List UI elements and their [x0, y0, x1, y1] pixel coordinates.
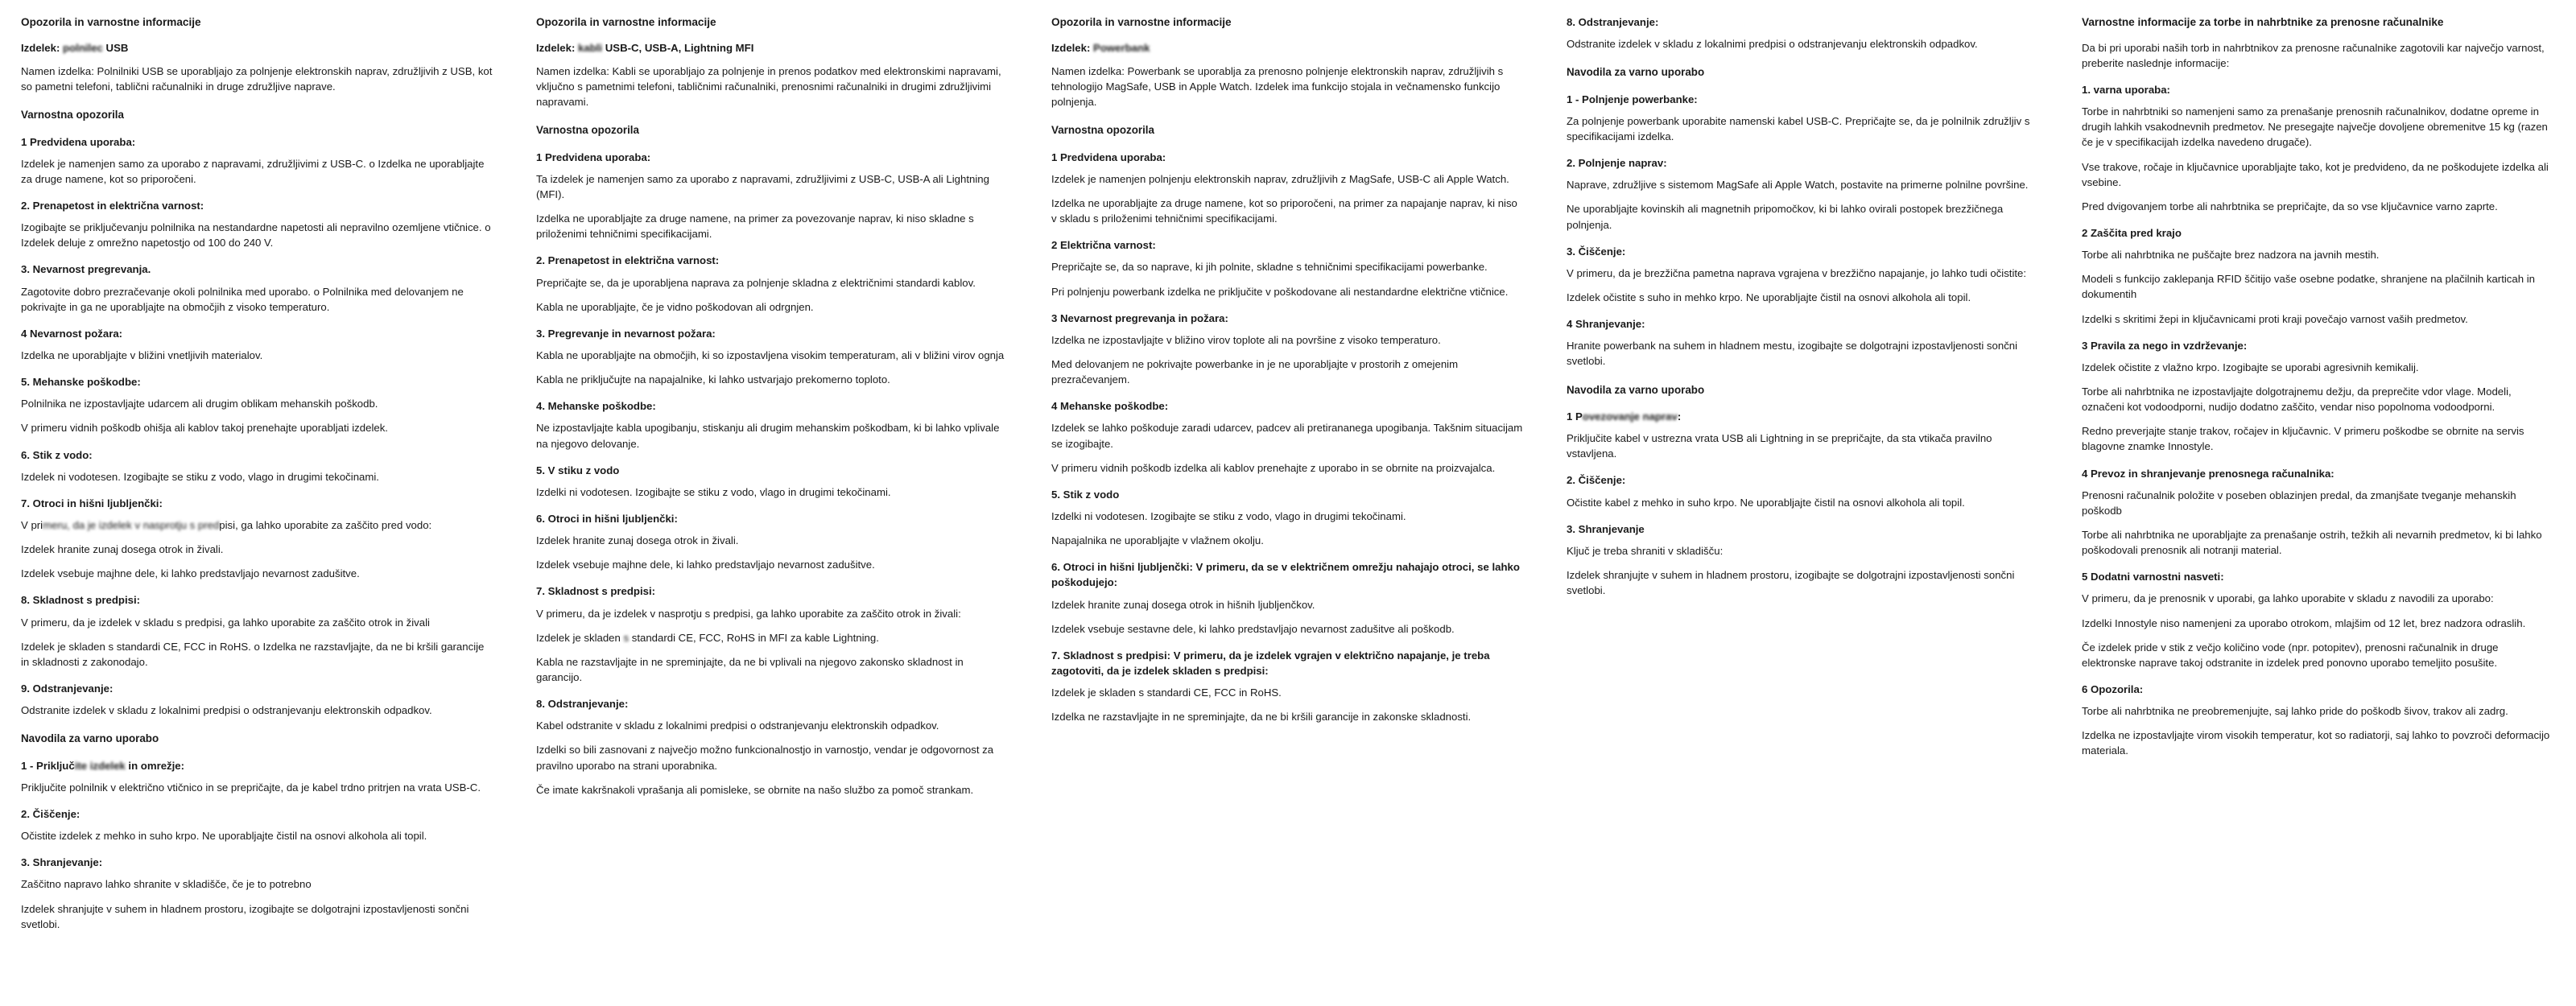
item-text: Kabel odstranite v skladu z lokalnimi predpisi o odstranjevanju elektronskih odpadkov.	[536, 719, 939, 732]
column-powerbank-continued	[1546, 14, 2061, 607]
item-text: Modeli s funkcijo zaklepanja RFID ščitijo vaše osebne podatke, shranjene na plačilnih karticah in dokumentih	[2082, 273, 2535, 301]
page-title: Opozorila in varnostne informacije	[21, 16, 201, 28]
item-heading: 1 - Polnjenje powerbanke:	[1567, 93, 1698, 105]
item-text: Vse trakove, ročaje in ključavnice uporabljajte tako, kot je predvideno, da ne poškodujete izdelka ali vsebine.	[2082, 160, 2549, 188]
item-text: Izdelek vsebuje sestavne dele, ki lahko predstavljajo nevarnost zadušitve ali poškodb.	[1051, 622, 1455, 635]
item-text: Priključite polnilnik v električno vtičnico in se prepričajte, da je kabel trdno pritrjen na vrata USB-C.	[21, 781, 481, 794]
item-text: Izdelka ne izpostavljajte virom visokih temperatur, kot so radiatorji, saj lahko to povzroči deformacijo materiala.	[2082, 729, 2550, 757]
item-text: Prepričajte se, da so naprave, ki jih polnite, skladne s tehničnimi specifikacijami powerbanke.	[1051, 261, 1488, 274]
item-heading: 3. Pregrevanje in nevarnost požara:	[536, 327, 716, 340]
item-heading: 9. Odstranjevanje:	[21, 682, 114, 695]
item-heading: 1. varna uporaba:	[2082, 83, 2170, 96]
item-heading: 6. Otroci in hišni ljubljenčki: V primeru, da se v električnem omrežju nahajajo otroci, se lahko poškodujejo:	[1051, 561, 1520, 589]
item-text: Pri polnjenju powerbank izdelka ne priključite v poškodovane ali nestandardne električne vtičnice.	[1051, 285, 1509, 298]
footer-note: Izdelki so bili zasnovani z največjo možno funkcionalnostjo in varnostjo, vendar je odgovornost za pravilno uporabo na strani uporabnika.	[536, 744, 994, 772]
item-text: Izdelek je namenjen polnjenju elektronskih naprav, združljivih z MagSafe, USB-C ali Apple Watch.	[1051, 172, 1509, 185]
item-text: Če izdelek pride v stik z večjo količino vode (npr. potopitev), prenosni računalnik in druge elektronske naprave takoj odstranite in izdelek pred ponovno uporabo temeljito posušite.	[2082, 641, 2499, 669]
page-title: Opozorila in varnostne informacije	[1051, 16, 1232, 28]
item-heading-redacted: 1 - Priključite izdelek in omrežje:	[21, 759, 185, 772]
item-heading: 7. Otroci in hišni ljubljenčki:	[21, 497, 163, 509]
item-text: Izdelki ni vodotesen. Izogibajte se stiku z vodo, vlago in drugimi tekočinami.	[1051, 509, 1406, 522]
item-heading: 7. Skladnost s predpisi: V primeru, da je izdelek vgrajen v električno napajanje, je treba zagotoviti, da je izdelek skladen s predpisi:	[1051, 649, 1490, 677]
page-title: Opozorila in varnostne informacije	[536, 16, 716, 28]
item-heading: 4 Mehanske poškodbe:	[1051, 400, 1169, 413]
item-text: Izdelek hranite zunaj dosega otrok in živali.	[536, 534, 739, 547]
item-heading: 4 Shranjevanje:	[1567, 318, 1645, 331]
item-heading: 5 Dodatni varnostni nasveti:	[2082, 571, 2224, 583]
item-text: Izdelka ne uporabljajte za druge namene, kot so priporočeni, na primer za napajanje naprav, ki niso v skladu s priloženimi tehničnimi specifikacijami.	[1051, 196, 1517, 225]
item-heading: 1 Predvidena uporaba:	[1051, 150, 1166, 163]
item-text: Izdelek očistite z vlažno krpo. Izogibajte se uporabi agresivnih kemikalij.	[2082, 361, 2419, 373]
item-text: V primeru vidnih poškodb izdelka ali kablov prenehajte z uporabo in se obrnite na proizvajalca.	[1051, 461, 1496, 474]
item-text: Kabla ne priključujte na napajalnike, ki lahko ustvarjajo prekomerno toploto.	[536, 373, 890, 386]
product-label-redacted: Powerbank	[1093, 41, 1150, 54]
item-text: Izdelki ni vodotesen. Izogibajte se stiku z vodo, vlago in drugimi tekočinami.	[536, 485, 891, 498]
item-text: Priključite kabel v ustrezna vrata USB ali Lightning in se prepričajte, da sta vtikača pravilno vstavljena.	[1567, 432, 1992, 460]
item-text: Polnilnika ne izpostavljajte udarcem ali drugim oblikam mehanskih poškodb.	[21, 398, 378, 410]
item-heading: 4. Mehanske poškodbe:	[536, 400, 656, 413]
item-text: Izdelek je skladen s standardi CE, FCC in RoHS. o Izdelka ne razstavljajte, da ne bi kršili garancije in skladnosti z zakonodajo.	[21, 640, 485, 668]
product-purpose: Namen izdelka: Kabli se uporabljajo za polnjenje in prenos podatkov med elektronskimi napravami, vključno s pametnimi telefoni, tabličnimi računalniki, prenosnimi računalniki in drugimi združljivimi napravami.	[536, 64, 1001, 109]
item-heading: 3 Nevarnost pregrevanja in požara:	[1051, 311, 1228, 324]
item-text: Izdelek vsebuje majhne dele, ki lahko predstavljajo nevarnost zadušitve.	[536, 559, 875, 571]
item-text: Torbe ali nahrbtnika ne uporabljajte za prenašanje ostrih, težkih ali nevarnih predmetov, ki bi lahko poškodovali prenosnik ali notranji material.	[2082, 528, 2542, 557]
product-label: Izdelek: polnilec USB	[21, 40, 494, 56]
page-title: Varnostne informacije za torbe in nahrbtnike za prenosne računalnike	[2082, 16, 2444, 28]
intro-text: Da bi pri uporabi naših torb in nahrbtnikov za prenosne računalnike zagotovili kar največjo varnost, preberite naslednje informacije:	[2082, 41, 2545, 69]
item-heading: 3 Pravila za nego in vzdrževanje:	[2082, 339, 2248, 352]
item-text: Hranite powerbank na suhem in hladnem mestu, izogibajte se dolgotrajni izpostavljenosti sončni svetlobi.	[1567, 340, 2018, 368]
column-usb-charger	[0, 14, 515, 941]
item-heading: 1 Predvidena uporaba:	[21, 135, 136, 148]
item-text: V primeru, da je izdelek v skladu s predpisi, ga lahko uporabite za zaščito otrok in živali	[21, 616, 430, 629]
section-heading-warnings: Varnostna opozorila	[21, 109, 124, 122]
item-heading: 5. V stiku z vodo	[536, 464, 620, 476]
item-heading: 4 Prevoz in shranjevanje prenosnega računalnika:	[2082, 467, 2334, 480]
item-text: Za polnjenje powerbank uporabite namenski kabel USB-C. Prepričajte se, da je polnilnik združljiv s specifikacijami izdelka.	[1567, 114, 2030, 142]
item-heading: 3. Čiščenje:	[1567, 245, 1626, 258]
item-heading: 5. Stik z vodo	[1051, 488, 1120, 501]
item-text: Izdelek se lahko poškoduje zaradi udarcev, padcev ali pretirananega upogibanja. Takšnim situacijam se izogibajte.	[1051, 422, 1523, 450]
item-heading-redacted: 1 Povezovanje naprav:	[1567, 410, 1682, 423]
item-text-redacted: V primeru, da je izdelek v nasprotju s predpisi, ga lahko uporabite za zaščito pred vodo:	[21, 518, 432, 531]
item-text: Zagotovite dobro prezračevanje okoli polnilnika med uporabo. o Polnilnika med delovanjem ne pokrivajte in ga ne uporabljajte na območjih z visoko temperaturo.	[21, 285, 464, 313]
item-heading: 2 Električna varnost:	[1051, 239, 1156, 252]
column-bags	[2061, 14, 2576, 767]
product-label-redacted: kabli	[578, 41, 603, 54]
item-text: V primeru, da je brezžična pametna naprava vgrajena v brezžično napajanje, jo lahko tudi očistite:	[1567, 266, 2027, 279]
item-text: Torbe in nahrbtniki so namenjeni samo za prenašanje prenosnih računalnikov, dodatne opreme in drugih lahkih vsakodnevnih predmetov. Ne presegajte največje dovoljene obremenitve 15 kg (razen če je v specifikacijah izdelka navedeno drugače).	[2082, 105, 2548, 149]
item-text: Ne izpostavljajte kabla upogibanju, stiskanju ali drugim mehanskim poškodbam, ki bi lahko vplivale na njegovo delovanje.	[536, 422, 1000, 450]
product-purpose: Namen izdelka: Polnilniki USB se uporabljajo za polnjenje elektronskih naprav, združljivih z USB, kot so pametni telefoni, tablični računalniki in druge združljive naprave.	[21, 64, 493, 93]
item-text: Odstranite izdelek v skladu z lokalnimi predpisi o odstranjevanju elektronskih odpadkov.	[21, 704, 432, 717]
item-text: Torbe ali nahrbtnika ne preobremenjujte, saj lahko pride do poškodb šivov, trakov ali zadrg.	[2082, 705, 2508, 718]
product-label: Izdelek: kabli USB-C, USB-A, Lightning MFI	[536, 40, 1009, 56]
section-heading-warnings: Varnostna opozorila	[536, 124, 639, 137]
item-text: Torbe ali nahrbtnika ne izpostavljajte dolgotrajnemu dežju, da preprečite vdor vlage. Modeli, označeni kot vodoodporni, nudijo dodatno zaščito, vendar niso popolnoma vodoodporni.	[2082, 385, 2512, 414]
item-text: Torbe ali nahrbtnika ne puščajte brez nadzora na javnih mestih.	[2082, 249, 2380, 262]
item-heading: 5. Mehanske poškodbe:	[21, 376, 141, 389]
item-text: Izdelek očistite s suho in mehko krpo. Ne uporabljajte čistil na osnovi alkohola ali topil.	[1567, 291, 1971, 303]
item-text: Izdelka ne uporabljajte v bližini vnetljivih materialov.	[21, 348, 263, 361]
item-text: V primeru, da je izdelek v nasprotju s predpisi, ga lahko uporabite za zaščito otrok in živali:	[536, 607, 961, 620]
item-text: Izdelek shranjujte v suhem in hladnem prostoru, izogibajte se dolgotrajni izpostavljenosti sončni svetlobi.	[21, 902, 469, 930]
item-text: Ta izdelek je namenjen samo za uporabo z napravami, združljivimi z USB-C, USB-A ali Lightning (MFI).	[536, 172, 989, 200]
footer-note: Če imate kakršnakoli vprašanja ali pomisleke, se obrnite na našo službo za pomoč strankam.	[536, 783, 974, 796]
item-heading: 6 Opozorila:	[2082, 682, 2144, 695]
item-heading: 2. Čiščenje:	[21, 807, 80, 820]
section-heading-usage-2: Navodila za varno uporabo	[1567, 383, 1705, 396]
item-heading: 2. Prenapetost in električna varnost:	[536, 254, 720, 267]
item-heading: 2. Čiščenje:	[1567, 474, 1626, 487]
item-heading: 3. Shranjevanje:	[21, 856, 103, 869]
item-heading: 2 Zaščita pred krajo	[2082, 226, 2182, 239]
section-heading-usage: Navodila za varno uporabo	[1567, 66, 1705, 79]
section-heading-warnings: Varnostna opozorila	[1051, 124, 1154, 137]
item-text: Odstranite izdelek v skladu z lokalnimi predpisi o odstranjevanju elektronskih odpadkov.	[1567, 38, 1978, 51]
item-heading: 6. Otroci in hišni ljubljenčki:	[536, 512, 678, 525]
item-heading: 4 Nevarnost požara:	[21, 327, 123, 340]
item-text: Prepričajte se, da je uporabljena naprava za polnjenje skladna z električnimi standardi kablov.	[536, 276, 976, 289]
item-text: Kabla ne razstavljajte in ne spreminjajte, da ne bi vplivali na njegovo zakonsko skladnost in garancijo.	[536, 655, 964, 683]
item-text: Izdelka ne uporabljajte za druge namene, na primer za povezovanje naprav, ki niso skladne s priloženimi tehničnimi specifikacijami.	[536, 212, 974, 241]
item-heading: 8. Odstranjevanje:	[1567, 16, 1659, 28]
item-text: Pred dvigovanjem torbe ali nahrbtnika se prepričajte, da so vse ključavnice varno zaprte.	[2082, 200, 2498, 212]
item-text: Redno preverjajte stanje trakov, ročajev in ključavnic. V primeru poškodbe se obrnite na servis blagovne znamke Innostyle.	[2082, 425, 2524, 453]
product-label: Izdelek: Powerbank	[1051, 40, 1525, 56]
item-text: Izdelek vsebuje majhne dele, ki lahko predstavljajo nevarnost zadušitve.	[21, 567, 360, 580]
section-heading-usage: Navodila za varno uporabo	[21, 732, 159, 745]
item-text: Med delovanjem ne pokrivajte powerbanke in je ne uporabljajte v prostorih z omejenim prezračevanjem.	[1051, 357, 1459, 386]
column-cables	[515, 14, 1030, 806]
item-heading: 7. Skladnost s predpisi:	[536, 585, 656, 598]
item-heading: 2. Prenapetost in električna varnost:	[21, 199, 204, 212]
item-heading: 1 Predvidena uporaba:	[536, 150, 651, 163]
item-text: Očistite izdelek z mehko in suho krpo. Ne uporabljajte čistil na osnovi alkohola ali topil.	[21, 830, 427, 843]
item-text: Izdelki s skritimi žepi in ključavnicami proti kraji povečajo varnost vaših predmetov.	[2082, 312, 2468, 325]
item-text: V primeru vidnih poškodb ohišja ali kablov takoj prenehajte uporabljati izdelek.	[21, 422, 388, 435]
item-text: Izdelki Innostyle niso namenjeni za uporabo otrokom, mlajšim od 12 let, brez nadzora odraslih.	[2082, 616, 2526, 629]
item-text: Kabla ne uporabljajte, če je vidno poškodovan ali odrgnjen.	[536, 300, 814, 313]
item-text: Izdelek je skladen s standardi CE, FCC in RoHS.	[1051, 686, 1282, 699]
item-heading: 2. Polnjenje naprav:	[1567, 157, 1667, 170]
product-purpose: Namen izdelka: Powerbank se uporablja za prenosno polnjenje elektronskih naprav, združljivih s tehnologijo MagSafe, USB in Apple Watch. Izdelek ima funkcijo stojala in večnamensko funkcijo polnjenja.	[1051, 64, 1504, 109]
item-text: Napajalnika ne uporabljajte v vlažnem okolju.	[1051, 534, 1264, 547]
item-text: Ključ je treba shraniti v skladišču:	[1567, 544, 1724, 557]
item-text: Izdelek je namenjen samo za uporabo z napravami, združljivimi z USB-C. o Izdelka ne uporabljajte za druge namene, kot so priporočeni.	[21, 157, 485, 185]
item-heading: 3. Shranjevanje	[1567, 522, 1645, 535]
item-heading: 6. Stik z vodo:	[21, 448, 93, 461]
item-text: Zaščitno napravo lahko shranite v skladišče, če je to potrebno	[21, 878, 312, 891]
item-text: Izdelka ne izpostavljajte v bližino virov toplote ali na površine z visoko temperaturo.	[1051, 333, 1441, 346]
item-text: Izdelek hranite zunaj dosega otrok in hišnih ljubljenčkov.	[1051, 598, 1315, 611]
item-text: Prenosni računalnik položite v poseben oblazinjen predal, da zmanjšate tveganje mehanskih poškodb	[2082, 489, 2516, 517]
item-text: Izogibajte se priključevanju polnilnika na nestandardne napetosti ali nepravilno ozemljene vtičnice. o Izdelek deluje z omrežno napetostjo od 100 do 240 V.	[21, 221, 491, 249]
column-powerbank	[1030, 14, 1546, 733]
item-text: Očistite kabel z mehko in suho krpo. Ne uporabljajte čistil na osnovi alkohola ali topil.	[1567, 496, 1965, 509]
item-text: V primeru, da je prenosnik v uporabi, ga lahko uporabite v skladu z navodili za uporabo:	[2082, 592, 2494, 605]
item-heading: 8. Skladnost s predpisi:	[21, 594, 141, 607]
item-text: Naprave, združljive s sistemom MagSafe ali Apple Watch, postavite na primerne polnilne površine.	[1567, 179, 2029, 192]
item-text: Izdelek hranite zunaj dosega otrok in živali.	[21, 543, 224, 556]
item-text: Izdelek ni vodotesen. Izogibajte se stiku z vodo, vlago in drugimi tekočinami.	[21, 470, 379, 483]
item-text: Ne uporabljajte kovinskih ali magnetnih pripomočkov, ki bi lahko ovirali postopek brezžičnega polnjenja.	[1567, 203, 2004, 231]
item-text: Izdelka ne razstavljajte in ne spreminjajte, da ne bi kršili garancije in zakonske skladnosti.	[1051, 711, 1472, 724]
product-label-redacted: polnilec	[63, 41, 103, 54]
item-text: Kabla ne uporabljajte na območjih, ki so izpostavljena visokim temperaturam, ali v bližini virov ognja	[536, 348, 1005, 361]
item-heading: 3. Nevarnost pregrevanja.	[21, 263, 151, 276]
item-text: Izdelek shranjujte v suhem in hladnem prostoru, izogibajte se dolgotrajni izpostavljenosti sončni svetlobi.	[1567, 568, 2015, 597]
item-text-redacted: Izdelek je skladen s standardi CE, FCC, RoHS in MFI za kable Lightning.	[536, 631, 879, 644]
item-heading: 8. Odstranjevanje:	[536, 698, 629, 711]
